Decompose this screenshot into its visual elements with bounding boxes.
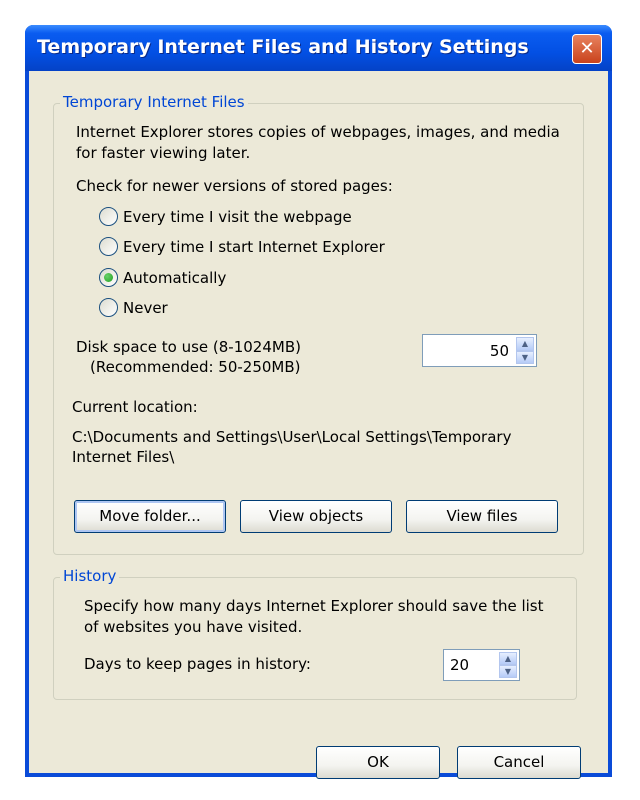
spinner-buttons: [516, 337, 534, 364]
temp-files-description-line2: for faster viewing later.: [76, 144, 251, 162]
chevron-down-icon: ▼: [521, 352, 529, 362]
dialog-window: [25, 25, 612, 777]
disk-space-recommended: (Recommended: 50-250MB): [90, 358, 301, 376]
disk-space-label: Disk space to use (8-1024MB): [76, 338, 301, 356]
temp-files-description-line1: Internet Explorer stores copies of webpages, images, and media: [76, 123, 560, 141]
chevron-up-icon: ▲: [504, 654, 512, 663]
radio-label[interactable]: Every time I visit the webpage: [123, 208, 352, 226]
view-files-button[interactable]: View files: [406, 500, 558, 533]
window-title: Temporary Internet Files and History Settings: [37, 36, 529, 58]
radio-button[interactable]: [99, 298, 118, 317]
chevron-down-icon: ▼: [504, 667, 512, 676]
radio-button-selected[interactable]: [99, 268, 118, 287]
check-label: Check for newer versions of stored pages:: [76, 177, 393, 195]
dialog-body: [29, 71, 608, 773]
location-path-line2: Internet Files\: [72, 448, 175, 466]
temp-files-group: [53, 93, 584, 555]
spin-up-button[interactable]: [516, 337, 534, 351]
days-input[interactable]: [446, 652, 484, 678]
disk-space-input[interactable]: [425, 337, 509, 364]
days-spinner[interactable]: [443, 649, 520, 681]
spinner-buttons: [499, 652, 517, 678]
spin-up-button[interactable]: [499, 652, 517, 665]
history-description-line2: of websites you have visited.: [84, 618, 303, 636]
temp-files-legend: Temporary Internet Files: [60, 93, 248, 111]
title-bar[interactable]: [25, 25, 612, 71]
chevron-up-icon: ▲: [521, 339, 529, 348]
radio-button[interactable]: [99, 207, 118, 226]
spin-down-button[interactable]: [516, 351, 534, 365]
days-label: Days to keep pages in history:: [84, 655, 311, 673]
cancel-button[interactable]: Cancel: [457, 746, 581, 779]
history-description-line1: Specify how many days Internet Explorer should save the list: [84, 597, 544, 615]
location-path-line1: C:\Documents and Settings\User\Local Settings\Temporary: [72, 428, 512, 446]
disk-space-spinner[interactable]: [422, 334, 537, 367]
current-location-label: Current location:: [72, 398, 198, 416]
close-icon: ✕: [579, 38, 595, 59]
radio-label[interactable]: Every time I start Internet Explorer: [123, 238, 385, 256]
radio-label[interactable]: Automatically: [123, 269, 227, 287]
view-objects-button[interactable]: View objects: [240, 500, 392, 533]
history-legend: History: [60, 567, 119, 585]
move-folder-button[interactable]: Move folder...: [74, 500, 226, 533]
close-button[interactable]: [572, 34, 602, 64]
history-group: [53, 567, 577, 700]
ok-button[interactable]: OK: [316, 746, 440, 779]
spin-down-button[interactable]: [499, 665, 517, 678]
radio-label[interactable]: Never: [123, 299, 168, 317]
radio-button[interactable]: [99, 237, 118, 256]
